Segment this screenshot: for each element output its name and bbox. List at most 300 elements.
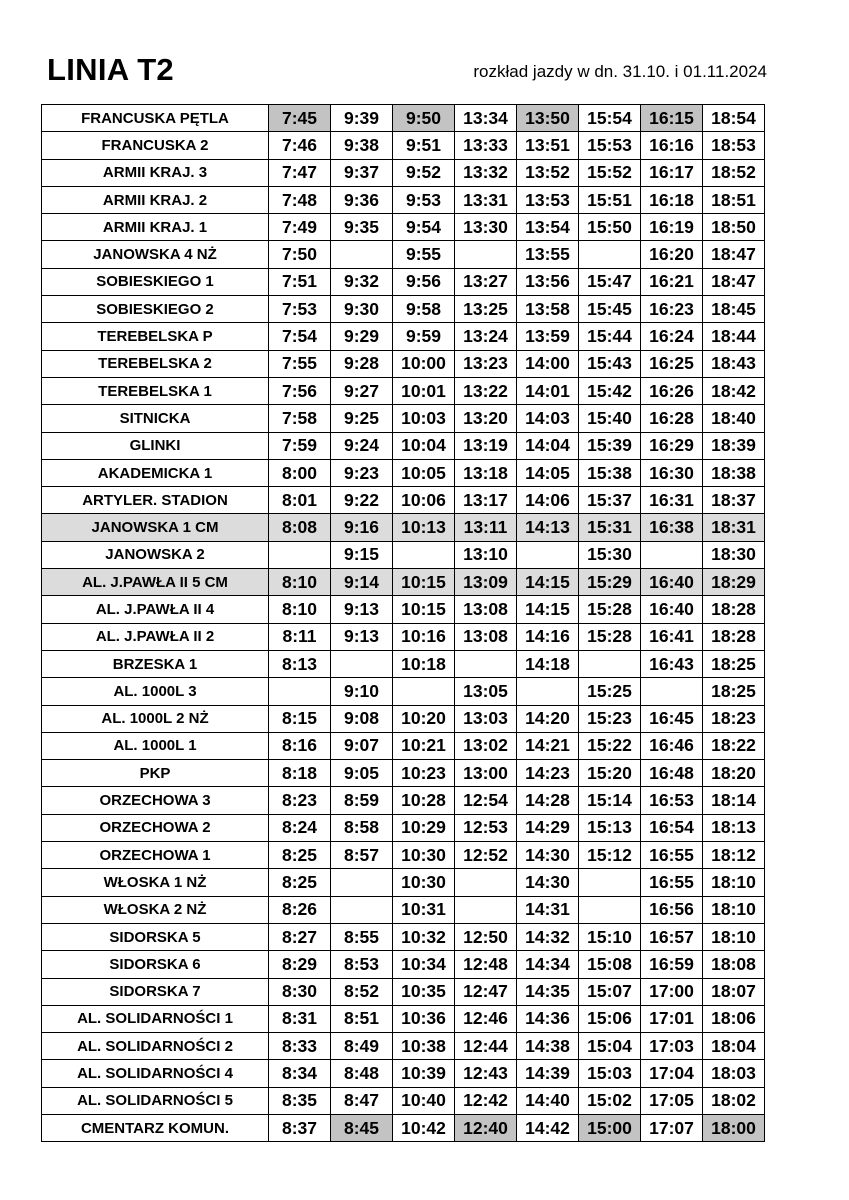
table-row xyxy=(42,459,765,486)
departure-time: 16:21 xyxy=(641,268,703,295)
departure-time: 8:49 xyxy=(331,1033,393,1060)
departure-time: 10:05 xyxy=(393,459,455,486)
table-row xyxy=(42,732,765,759)
departure-time xyxy=(455,896,517,923)
departure-time: 10:20 xyxy=(393,705,455,732)
table-row xyxy=(42,1114,765,1141)
departure-time: 9:07 xyxy=(331,732,393,759)
departure-time: 13:03 xyxy=(455,705,517,732)
departure-time xyxy=(331,241,393,268)
departure-time: 14:28 xyxy=(517,787,579,814)
table-row xyxy=(42,186,765,213)
departure-time: 10:23 xyxy=(393,760,455,787)
table-row xyxy=(42,268,765,295)
departure-time: 16:56 xyxy=(641,896,703,923)
departure-time: 12:43 xyxy=(455,1060,517,1087)
departure-time: 9:13 xyxy=(331,596,393,623)
departure-time: 10:30 xyxy=(393,842,455,869)
departure-time: 16:17 xyxy=(641,159,703,186)
departure-time: 12:53 xyxy=(455,814,517,841)
line-title: LINIA T2 xyxy=(47,52,174,87)
departure-time: 13:25 xyxy=(455,296,517,323)
departure-time: 16:16 xyxy=(641,132,703,159)
departure-time: 8:25 xyxy=(269,869,331,896)
departure-time: 16:24 xyxy=(641,323,703,350)
departure-time: 8:31 xyxy=(269,1005,331,1032)
departure-time: 12:44 xyxy=(455,1033,517,1060)
departure-time: 18:22 xyxy=(703,732,765,759)
departure-time: 8:58 xyxy=(331,814,393,841)
departure-time: 18:39 xyxy=(703,432,765,459)
departure-time xyxy=(393,678,455,705)
stop-name: JANOWSKA 1 CM xyxy=(42,514,269,541)
departure-time: 9:36 xyxy=(331,186,393,213)
departure-time: 15:44 xyxy=(579,323,641,350)
stop-name: TEREBELSKA 2 xyxy=(42,350,269,377)
departure-time: 7:51 xyxy=(269,268,331,295)
departure-time: 9:22 xyxy=(331,487,393,514)
departure-time: 13:51 xyxy=(517,132,579,159)
departure-time: 16:30 xyxy=(641,459,703,486)
departure-time xyxy=(641,678,703,705)
departure-time: 16:43 xyxy=(641,650,703,677)
timetable-body xyxy=(42,105,765,1142)
departure-time: 16:40 xyxy=(641,569,703,596)
departure-time: 16:26 xyxy=(641,377,703,404)
departure-time: 13:05 xyxy=(455,678,517,705)
departure-time: 18:06 xyxy=(703,1005,765,1032)
departure-time: 8:51 xyxy=(331,1005,393,1032)
departure-time: 8:18 xyxy=(269,760,331,787)
departure-time: 10:18 xyxy=(393,650,455,677)
stop-name: ORZECHOWA 3 xyxy=(42,787,269,814)
departure-time: 18:53 xyxy=(703,132,765,159)
departure-time: 9:15 xyxy=(331,541,393,568)
departure-time: 9:35 xyxy=(331,214,393,241)
departure-time: 18:12 xyxy=(703,842,765,869)
departure-time: 10:38 xyxy=(393,1033,455,1060)
stop-name: WŁOSKA 1 NŻ xyxy=(42,869,269,896)
departure-time: 14:32 xyxy=(517,923,579,950)
departure-time: 15:28 xyxy=(579,596,641,623)
departure-time: 15:54 xyxy=(579,105,641,132)
departure-time: 15:08 xyxy=(579,951,641,978)
departure-time: 8:10 xyxy=(269,569,331,596)
departure-time: 10:15 xyxy=(393,596,455,623)
departure-time: 18:02 xyxy=(703,1087,765,1114)
table-row xyxy=(42,650,765,677)
table-row xyxy=(42,842,765,869)
table-row xyxy=(42,487,765,514)
departure-time: 15:31 xyxy=(579,514,641,541)
departure-time: 13:31 xyxy=(455,186,517,213)
stop-name: AKADEMICKA 1 xyxy=(42,459,269,486)
table-row xyxy=(42,678,765,705)
departure-time xyxy=(579,869,641,896)
departure-time: 10:03 xyxy=(393,405,455,432)
departure-time: 8:48 xyxy=(331,1060,393,1087)
departure-time: 10:01 xyxy=(393,377,455,404)
departure-time: 18:45 xyxy=(703,296,765,323)
departure-time: 18:31 xyxy=(703,514,765,541)
table-row xyxy=(42,1060,765,1087)
departure-time: 16:23 xyxy=(641,296,703,323)
departure-time: 9:28 xyxy=(331,350,393,377)
departure-time xyxy=(517,541,579,568)
departure-time: 14:15 xyxy=(517,569,579,596)
table-row xyxy=(42,978,765,1005)
stop-name: AL. SOLIDARNOŚCI 5 xyxy=(42,1087,269,1114)
departure-time: 8:45 xyxy=(331,1114,393,1141)
departure-time: 18:07 xyxy=(703,978,765,1005)
departure-time: 14:00 xyxy=(517,350,579,377)
departure-time: 9:05 xyxy=(331,760,393,787)
departure-time: 13:18 xyxy=(455,459,517,486)
departure-time: 16:54 xyxy=(641,814,703,841)
departure-time: 18:10 xyxy=(703,896,765,923)
departure-time: 8:27 xyxy=(269,923,331,950)
departure-time: 10:34 xyxy=(393,951,455,978)
departure-time: 15:23 xyxy=(579,705,641,732)
departure-time: 13:19 xyxy=(455,432,517,459)
stop-name: AL. J.PAWŁA II 2 xyxy=(42,623,269,650)
departure-time: 18:29 xyxy=(703,569,765,596)
departure-time: 15:28 xyxy=(579,623,641,650)
departure-time: 8:25 xyxy=(269,842,331,869)
departure-time: 16:41 xyxy=(641,623,703,650)
departure-time: 18:23 xyxy=(703,705,765,732)
departure-time xyxy=(331,896,393,923)
departure-time xyxy=(579,650,641,677)
departure-time: 16:18 xyxy=(641,186,703,213)
stop-name: AL. SOLIDARNOŚCI 2 xyxy=(42,1033,269,1060)
table-row xyxy=(42,896,765,923)
departure-time: 17:05 xyxy=(641,1087,703,1114)
departure-time: 16:40 xyxy=(641,596,703,623)
departure-time: 9:53 xyxy=(393,186,455,213)
departure-time: 9:58 xyxy=(393,296,455,323)
departure-time: 13:24 xyxy=(455,323,517,350)
departure-time: 16:19 xyxy=(641,214,703,241)
departure-time: 18:10 xyxy=(703,869,765,896)
departure-time: 15:06 xyxy=(579,1005,641,1032)
departure-time: 9:14 xyxy=(331,569,393,596)
departure-time: 14:36 xyxy=(517,1005,579,1032)
departure-time: 15:07 xyxy=(579,978,641,1005)
departure-time: 17:04 xyxy=(641,1060,703,1087)
departure-time: 18:03 xyxy=(703,1060,765,1087)
table-row xyxy=(42,514,765,541)
departure-time: 13:30 xyxy=(455,214,517,241)
departure-time: 10:13 xyxy=(393,514,455,541)
departure-time: 15:43 xyxy=(579,350,641,377)
departure-time: 10:32 xyxy=(393,923,455,950)
stop-name: AL. SOLIDARNOŚCI 4 xyxy=(42,1060,269,1087)
departure-time: 8:30 xyxy=(269,978,331,1005)
stop-name: WŁOSKA 2 NŻ xyxy=(42,896,269,923)
stop-name: SIDORSKA 6 xyxy=(42,951,269,978)
departure-time: 18:50 xyxy=(703,214,765,241)
stop-name: AL. 1000L 2 NŻ xyxy=(42,705,269,732)
departure-time: 13:00 xyxy=(455,760,517,787)
departure-time: 18:25 xyxy=(703,650,765,677)
stop-name: SIDORSKA 5 xyxy=(42,923,269,950)
stop-name: ARMII KRAJ. 3 xyxy=(42,159,269,186)
departure-time: 8:15 xyxy=(269,705,331,732)
departure-time: 13:58 xyxy=(517,296,579,323)
departure-time: 18:38 xyxy=(703,459,765,486)
departure-time: 15:30 xyxy=(579,541,641,568)
departure-time: 16:48 xyxy=(641,760,703,787)
departure-time: 7:49 xyxy=(269,214,331,241)
departure-time: 18:44 xyxy=(703,323,765,350)
departure-time: 15:10 xyxy=(579,923,641,950)
departure-time: 16:59 xyxy=(641,951,703,978)
stop-name: BRZESKA 1 xyxy=(42,650,269,677)
departure-time: 8:10 xyxy=(269,596,331,623)
departure-time: 18:00 xyxy=(703,1114,765,1141)
departure-time: 10:15 xyxy=(393,569,455,596)
table-row xyxy=(42,869,765,896)
departure-time: 10:39 xyxy=(393,1060,455,1087)
departure-time: 15:25 xyxy=(579,678,641,705)
departure-time xyxy=(455,869,517,896)
departure-time: 18:51 xyxy=(703,186,765,213)
departure-time: 9:37 xyxy=(331,159,393,186)
departure-time: 13:20 xyxy=(455,405,517,432)
departure-time: 7:48 xyxy=(269,186,331,213)
departure-time: 8:11 xyxy=(269,623,331,650)
departure-time xyxy=(579,241,641,268)
departure-time: 13:56 xyxy=(517,268,579,295)
departure-time: 9:54 xyxy=(393,214,455,241)
departure-time: 14:29 xyxy=(517,814,579,841)
departure-time: 8:01 xyxy=(269,487,331,514)
departure-time: 13:59 xyxy=(517,323,579,350)
departure-time: 15:12 xyxy=(579,842,641,869)
table-row xyxy=(42,596,765,623)
stop-name: FRANCUSKA PĘTLA xyxy=(42,105,269,132)
stop-name: ARMII KRAJ. 2 xyxy=(42,186,269,213)
departure-time: 9:32 xyxy=(331,268,393,295)
stop-name: AL. J.PAWŁA II 4 xyxy=(42,596,269,623)
departure-time: 14:20 xyxy=(517,705,579,732)
stop-name: SOBIESKIEGO 2 xyxy=(42,296,269,323)
departure-time: 13:54 xyxy=(517,214,579,241)
departure-time: 9:13 xyxy=(331,623,393,650)
departure-time: 18:13 xyxy=(703,814,765,841)
departure-time: 9:59 xyxy=(393,323,455,350)
departure-time: 9:52 xyxy=(393,159,455,186)
departure-time: 18:37 xyxy=(703,487,765,514)
departure-time: 8:34 xyxy=(269,1060,331,1087)
table-row xyxy=(42,105,765,132)
departure-time xyxy=(269,541,331,568)
departure-time: 15:14 xyxy=(579,787,641,814)
table-row xyxy=(42,132,765,159)
departure-time: 13:52 xyxy=(517,159,579,186)
stop-name: AL. SOLIDARNOŚCI 1 xyxy=(42,1005,269,1032)
stop-name: ORZECHOWA 2 xyxy=(42,814,269,841)
departure-time: 17:00 xyxy=(641,978,703,1005)
table-row xyxy=(42,787,765,814)
departure-time: 7:55 xyxy=(269,350,331,377)
departure-time: 8:16 xyxy=(269,732,331,759)
date-note: rozkład jazdy w dn. 31.10. i 01.11.2024 xyxy=(473,62,767,81)
departure-time: 15:51 xyxy=(579,186,641,213)
departure-time: 14:05 xyxy=(517,459,579,486)
departure-time: 9:23 xyxy=(331,459,393,486)
departure-time: 15:42 xyxy=(579,377,641,404)
departure-time: 15:13 xyxy=(579,814,641,841)
departure-time: 8:53 xyxy=(331,951,393,978)
departure-time: 16:28 xyxy=(641,405,703,432)
table-row xyxy=(42,405,765,432)
departure-time: 13:09 xyxy=(455,569,517,596)
departure-time xyxy=(455,650,517,677)
departure-time: 14:03 xyxy=(517,405,579,432)
departure-time: 16:57 xyxy=(641,923,703,950)
departure-time: 18:28 xyxy=(703,623,765,650)
departure-time: 18:43 xyxy=(703,350,765,377)
departure-time: 15:38 xyxy=(579,459,641,486)
departure-time: 10:36 xyxy=(393,1005,455,1032)
departure-time: 15:53 xyxy=(579,132,641,159)
departure-time: 14:13 xyxy=(517,514,579,541)
departure-time: 10:30 xyxy=(393,869,455,896)
departure-time: 13:32 xyxy=(455,159,517,186)
departure-time: 15:00 xyxy=(579,1114,641,1141)
departure-time: 14:30 xyxy=(517,842,579,869)
departure-time: 9:16 xyxy=(331,514,393,541)
departure-time: 14:38 xyxy=(517,1033,579,1060)
departure-time: 8:00 xyxy=(269,459,331,486)
departure-time xyxy=(455,241,517,268)
departure-time: 15:20 xyxy=(579,760,641,787)
departure-time: 17:01 xyxy=(641,1005,703,1032)
departure-time: 12:54 xyxy=(455,787,517,814)
departure-time xyxy=(517,678,579,705)
departure-time: 18:52 xyxy=(703,159,765,186)
departure-time: 17:03 xyxy=(641,1033,703,1060)
departure-time: 16:31 xyxy=(641,487,703,514)
stop-name: CMENTARZ KOMUN. xyxy=(42,1114,269,1141)
departure-time: 13:08 xyxy=(455,623,517,650)
departure-time: 8:08 xyxy=(269,514,331,541)
departure-time: 8:26 xyxy=(269,896,331,923)
departure-time: 14:30 xyxy=(517,869,579,896)
departure-time: 9:25 xyxy=(331,405,393,432)
departure-time: 9:51 xyxy=(393,132,455,159)
departure-time: 8:29 xyxy=(269,951,331,978)
departure-time: 13:53 xyxy=(517,186,579,213)
departure-time: 18:14 xyxy=(703,787,765,814)
table-row xyxy=(42,1005,765,1032)
departure-time: 13:22 xyxy=(455,377,517,404)
departure-time: 18:10 xyxy=(703,923,765,950)
table-row xyxy=(42,1033,765,1060)
departure-time: 18:08 xyxy=(703,951,765,978)
departure-time: 10:31 xyxy=(393,896,455,923)
departure-time: 16:15 xyxy=(641,105,703,132)
departure-time: 13:34 xyxy=(455,105,517,132)
departure-time: 10:40 xyxy=(393,1087,455,1114)
departure-time: 10:35 xyxy=(393,978,455,1005)
stop-name: FRANCUSKA 2 xyxy=(42,132,269,159)
departure-time: 15:50 xyxy=(579,214,641,241)
departure-time: 18:54 xyxy=(703,105,765,132)
departure-time: 9:39 xyxy=(331,105,393,132)
stop-name: SOBIESKIEGO 1 xyxy=(42,268,269,295)
departure-time: 15:03 xyxy=(579,1060,641,1087)
table-row xyxy=(42,1087,765,1114)
table-row xyxy=(42,541,765,568)
departure-time: 8:57 xyxy=(331,842,393,869)
departure-time: 13:17 xyxy=(455,487,517,514)
stop-name: JANOWSKA 4 NŻ xyxy=(42,241,269,268)
departure-time: 7:54 xyxy=(269,323,331,350)
departure-time: 18:47 xyxy=(703,241,765,268)
departure-time: 7:56 xyxy=(269,377,331,404)
departure-time: 13:33 xyxy=(455,132,517,159)
stop-name: TEREBELSKA P xyxy=(42,323,269,350)
departure-time: 13:55 xyxy=(517,241,579,268)
departure-time: 16:20 xyxy=(641,241,703,268)
departure-time: 8:24 xyxy=(269,814,331,841)
stop-name: JANOWSKA 2 xyxy=(42,541,269,568)
departure-time: 14:42 xyxy=(517,1114,579,1141)
stop-name: TEREBELSKA 1 xyxy=(42,377,269,404)
departure-time: 8:23 xyxy=(269,787,331,814)
departure-time: 10:42 xyxy=(393,1114,455,1141)
departure-time: 8:35 xyxy=(269,1087,331,1114)
departure-time: 8:13 xyxy=(269,650,331,677)
departure-time: 9:50 xyxy=(393,105,455,132)
departure-time: 8:47 xyxy=(331,1087,393,1114)
departure-time: 16:53 xyxy=(641,787,703,814)
departure-time: 8:52 xyxy=(331,978,393,1005)
departure-time: 8:33 xyxy=(269,1033,331,1060)
departure-time: 9:30 xyxy=(331,296,393,323)
table-row xyxy=(42,377,765,404)
departure-time: 10:06 xyxy=(393,487,455,514)
stop-name: SIDORSKA 7 xyxy=(42,978,269,1005)
departure-time: 9:38 xyxy=(331,132,393,159)
departure-time: 10:00 xyxy=(393,350,455,377)
departure-time: 18:42 xyxy=(703,377,765,404)
departure-time: 13:11 xyxy=(455,514,517,541)
departure-time: 7:50 xyxy=(269,241,331,268)
departure-time: 14:16 xyxy=(517,623,579,650)
departure-time: 14:23 xyxy=(517,760,579,787)
departure-time: 13:02 xyxy=(455,732,517,759)
departure-time: 12:40 xyxy=(455,1114,517,1141)
departure-time: 18:47 xyxy=(703,268,765,295)
table-row xyxy=(42,241,765,268)
departure-time: 16:55 xyxy=(641,869,703,896)
table-row xyxy=(42,705,765,732)
departure-time: 18:30 xyxy=(703,541,765,568)
stop-name: GLINKI xyxy=(42,432,269,459)
table-row xyxy=(42,296,765,323)
departure-time: 14:01 xyxy=(517,377,579,404)
departure-time: 14:06 xyxy=(517,487,579,514)
stop-name: ARTYLER. STADION xyxy=(42,487,269,514)
departure-time: 15:45 xyxy=(579,296,641,323)
departure-time: 15:22 xyxy=(579,732,641,759)
table-row xyxy=(42,432,765,459)
departure-time: 10:21 xyxy=(393,732,455,759)
